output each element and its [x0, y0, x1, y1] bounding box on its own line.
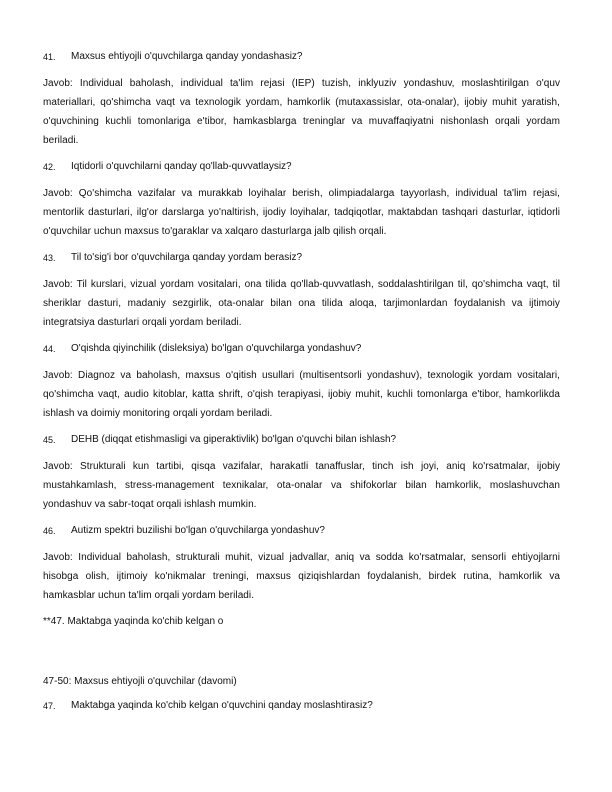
question-text: Iqtidorli o'quvchilarni qanday qo'llab-quvvatlaysiz? — [71, 161, 292, 172]
question-number: 41. — [43, 52, 56, 62]
question-text: O'qishda qiyinchilik (disleksiya) bo'lgan o'quvchilarga yondashuv? — [71, 343, 362, 354]
question-44 — [43, 342, 560, 356]
answer-41: Javob: Individual baholash, individual ta'lim rejasi (IEP) tuzish, inklyuziv yondashuv, moslashtirilgan o'quv materiallari, qo'shimcha vaqt va texnologik yordam, hamkorlik (mutaxassislar, ota-onalar), ijobiy muhit yaratish, o'quvchining kuchli tomonlariga e'tibor, hamkasblarga treninglar va muvaffaqiyatni nishonlash orqali yordam beriladi. — [43, 78, 560, 146]
question-number: 45. — [43, 435, 56, 445]
question-42 — [43, 160, 560, 174]
question-text: Til to'sig'i bor o'quvchilarga qanday yordam berasiz? — [71, 252, 303, 263]
question-41 — [43, 50, 560, 64]
question-number: 44. — [43, 344, 56, 354]
question-46 — [43, 524, 560, 538]
question-43 — [43, 251, 560, 265]
question-number: 46. — [43, 526, 56, 536]
question-number: 43. — [43, 253, 56, 263]
question-text: Maktabga yaqinda ko'chib kelgan o'quvchini qanday moslashtirasiz? — [71, 700, 373, 711]
truncated-line: **47. Maktabga yaqinda ko'chib kelgan o — [43, 616, 224, 627]
blank-gap — [43, 629, 560, 675]
answer-46: Javob: Individual baholash, strukturali muhit, vizual jadvallar, aniq va sodda ko'rsatmalar, sensorli ehtiyojlarni hisobga olish, ijtimoiy ko'nikmalar treningi, maxsus qiziqishlardan foydalanish, birdek rutina, hamkorlik va hamkasblar uchun ta'lim orqali yordam beriladi. — [43, 552, 560, 601]
answer-45: Javob: Strukturali kun tartibi, qisqa vazifalar, harakatli tanaffuslar, tinch ish joyi, aniq ko'rsatmalar, ijobiy mustahkamlash, stress-management texnikalar, ota-onalar va shifokorlar bilan hamkorlik, moslashuvchan yondashuv va sabr-toqat orqali ishlash mumkin. — [43, 461, 560, 510]
question-47 — [43, 699, 560, 713]
answer-44: Javob: Diagnoz va baholash, maxsus o'qitish usullari (multisentsorli yondashuv), texnologik yordam vositalari, qo'shimcha vaqt, audio kitoblar, katta shrift, o'qish terapiyasi, ijobiy muhit, kuchli tomonlarga e'tibor, hamkorlikda ishlash va doimiy monitoring orqali yordam beriladi. — [43, 370, 560, 419]
question-text: Autizm spektri buzilishi bo'lgan o'quvchilarga yondashuv? — [71, 525, 325, 536]
answer-43: Javob: Til kurslari, vizual yordam vositalari, ona tilida qo'llab-quvvatlash, soddalashtirilgan til, qo'shimcha vaqt, til sheriklar dasturi, madaniy sezgirlik, ota-onalar bilan ona tilida aloqa, tarjimonlardan foydalanish va ijtimoiy integratsiya dasturlari orqali yordam beriladi. — [43, 279, 560, 328]
question-45 — [43, 433, 560, 447]
document-body — [43, 50, 560, 723]
question-text: Maxsus ehtiyojli o'quvchilarga qanday yondashasiz? — [71, 51, 303, 62]
question-number: 42. — [43, 162, 56, 172]
question-number: 47. — [43, 701, 56, 711]
question-text: DEHB (diqqat etishmasligi va giperaktivlik) bo'lgan o'quvchi bilan ishlash? — [71, 434, 397, 445]
section-heading: 47-50: Maxsus ehtiyojli o'quvchilar (davomi) — [43, 676, 237, 687]
answer-42: Javob: Qo'shimcha vazifalar va murakkab loyihalar berish, olimpiadalarga tayyorlash, individual ta'lim rejasi, mentorlik dasturlari, ilg'or darslarga yo'naltirish, ijodiy loyihalar, tadqiqotlar, maktabdan tashqari dasturlar, iqtidorli o'quvchilar uchun maxsus to'garaklar va xalqaro dasturlarga jalb qilish orqali. — [43, 188, 560, 237]
